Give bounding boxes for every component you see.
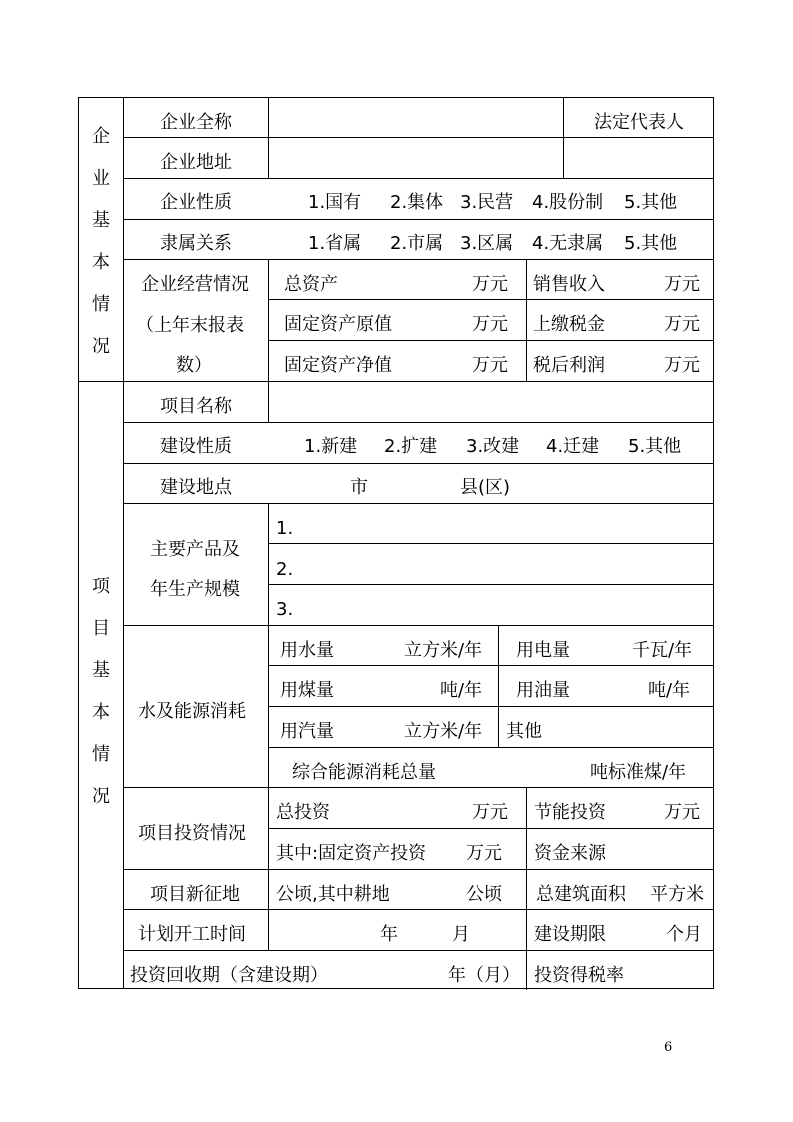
- affiliation-option: 1.省属: [308, 233, 362, 254]
- water-label: 用水量: [280, 640, 334, 661]
- month-label: 月: [452, 924, 470, 945]
- tax-rate-label: 投资得税率: [534, 965, 624, 986]
- tax-paid-label: 上缴税金: [533, 314, 605, 335]
- construction-nature-option: 2.扩建: [384, 436, 438, 457]
- construction-nature-label: 建设性质: [160, 436, 232, 457]
- section-title-char: 况: [92, 336, 110, 357]
- row-divider: [123, 137, 714, 138]
- row-divider: [268, 828, 714, 829]
- row-divider: [123, 787, 714, 788]
- coal-label: 用煤量: [280, 680, 334, 701]
- project-name-label: 项目名称: [160, 396, 232, 417]
- total-energy-unit: 吨标准煤/年: [590, 762, 687, 783]
- city-label: 市: [350, 477, 368, 498]
- section-title-char: 基: [92, 660, 110, 681]
- row-divider: [268, 706, 714, 707]
- unit-label: 万元: [664, 802, 700, 823]
- fixed-assets-original-label: 固定资产原值: [284, 314, 392, 335]
- affiliation-label: 隶属关系: [160, 233, 232, 254]
- column-divider: [268, 259, 269, 381]
- section-title-char: 况: [92, 786, 110, 807]
- operation-label-line: 企业经营情况: [141, 274, 249, 295]
- nature-label: 企业性质: [160, 192, 232, 213]
- column-divider: [498, 625, 499, 747]
- unit-label: 万元: [664, 355, 700, 376]
- nature-option: 5.其他: [624, 192, 678, 213]
- water-unit: 立方米/年: [404, 640, 483, 661]
- affiliation-option: 5.其他: [624, 233, 678, 254]
- operation-label-line: 数）: [176, 355, 212, 376]
- affiliation-option: 3.区属: [460, 233, 514, 254]
- payback-unit: 年（月）: [448, 965, 520, 986]
- row-divider: [123, 178, 714, 179]
- column-divider: [268, 381, 269, 422]
- total-energy-label: 综合能源消耗总量: [292, 762, 436, 783]
- other-label: 其他: [506, 721, 542, 742]
- operation-label-line: （上年末报表: [136, 315, 244, 336]
- address-label: 企业地址: [160, 152, 232, 173]
- row-divider: [123, 259, 714, 260]
- page-number: 6: [664, 1040, 673, 1055]
- column-divider: [563, 97, 564, 178]
- row-divider: [123, 463, 714, 464]
- energy-label: 水及能源消耗: [138, 701, 246, 722]
- unit-label: 万元: [466, 843, 502, 864]
- energy-saving-investment-label: 节能投资: [534, 802, 606, 823]
- steam-unit: 立方米/年: [404, 721, 483, 742]
- column-divider: [526, 259, 527, 381]
- full-name-label: 企业全称: [160, 112, 232, 133]
- row-divider: [123, 909, 714, 910]
- sales-income-label: 销售收入: [533, 274, 605, 295]
- unit-label: 万元: [664, 314, 700, 335]
- row-divider: [268, 299, 714, 300]
- fixed-assets-net-label: 固定资产净值: [284, 355, 392, 376]
- product-item: 1.: [276, 518, 294, 539]
- section-title-char: 业: [92, 168, 110, 189]
- building-area-label: 总建筑面积: [536, 884, 626, 905]
- construction-nature-option: 5.其他: [628, 436, 682, 457]
- section-title-char: 目: [92, 618, 110, 639]
- land-value-label: 公顷,其中耕地: [276, 884, 390, 905]
- legal-rep-label: 法定代表人: [594, 112, 684, 133]
- row-divider: [123, 950, 714, 951]
- unit-label: 万元: [472, 802, 508, 823]
- electricity-label: 用电量: [516, 640, 570, 661]
- row-divider: [268, 665, 714, 666]
- column-divider: [526, 787, 527, 990]
- section-divider: [78, 381, 714, 382]
- column-divider: [268, 97, 269, 178]
- row-divider: [123, 625, 714, 626]
- location-label: 建设地点: [160, 477, 232, 498]
- affiliation-option: 2.市属: [390, 233, 444, 254]
- start-time-label: 计划开工时间: [138, 924, 246, 945]
- building-area-unit: 平方米: [650, 884, 704, 905]
- construction-nature-option: 1.新建: [304, 436, 358, 457]
- products-label-line: 主要产品及: [150, 539, 240, 560]
- column-divider: [123, 97, 124, 989]
- total-assets-label: 总资产: [284, 274, 338, 295]
- construction-nature-option: 3.改建: [466, 436, 520, 457]
- nature-option: 1.国有: [308, 192, 362, 213]
- row-divider: [268, 584, 714, 585]
- product-item: 3.: [276, 599, 294, 620]
- investment-label: 项目投资情况: [138, 823, 246, 844]
- total-investment-label: 总投资: [276, 802, 330, 823]
- row-divider: [123, 422, 714, 423]
- row-divider: [268, 747, 714, 748]
- construction-period-label: 建设期限: [534, 924, 606, 945]
- unit-label: 万元: [472, 274, 508, 295]
- project-section-title: [81, 572, 121, 824]
- section-title-char: 情: [92, 744, 110, 765]
- oil-unit: 吨/年: [648, 680, 691, 701]
- construction-nature-option: 4.迁建: [546, 436, 600, 457]
- section-title-char: 基: [92, 210, 110, 231]
- coal-unit: 吨/年: [440, 680, 483, 701]
- payback-label: 投资回收期（含建设期）: [130, 965, 328, 986]
- row-divider: [123, 869, 714, 870]
- steam-label: 用汽量: [280, 721, 334, 742]
- unit-label: 万元: [472, 355, 508, 376]
- fund-source-label: 资金来源: [534, 843, 606, 864]
- column-divider: [268, 503, 269, 950]
- unit-label: 万元: [472, 314, 508, 335]
- nature-option: 2.集体: [390, 192, 444, 213]
- nature-option: 4.股份制: [532, 192, 604, 213]
- products-label-line: 年生产规模: [150, 579, 240, 600]
- year-label: 年: [380, 924, 398, 945]
- company-section-title: [81, 122, 121, 374]
- land-label: 项目新征地: [150, 884, 240, 905]
- section-title-char: 本: [92, 702, 110, 723]
- row-divider: [123, 219, 714, 220]
- after-tax-profit-label: 税后利润: [533, 355, 605, 376]
- affiliation-option: 4.无隶属: [532, 233, 604, 254]
- county-label: 县(区): [460, 477, 511, 498]
- land-unit: 公顷: [466, 884, 502, 905]
- row-divider: [123, 503, 714, 504]
- construction-period-unit: 个月: [666, 924, 702, 945]
- product-item: 2.: [276, 559, 294, 580]
- section-title-char: 项: [92, 576, 110, 597]
- unit-label: 万元: [664, 274, 700, 295]
- electricity-unit: 千瓦/年: [632, 640, 693, 661]
- oil-label: 用油量: [516, 680, 570, 701]
- section-title-char: 本: [92, 252, 110, 273]
- row-divider: [268, 543, 714, 544]
- row-divider: [268, 340, 714, 341]
- fixed-asset-investment-label: 其中:固定资产投资: [276, 843, 427, 864]
- section-title-char: 企: [92, 126, 110, 147]
- section-title-char: 情: [92, 294, 110, 315]
- nature-option: 3.民营: [460, 192, 514, 213]
